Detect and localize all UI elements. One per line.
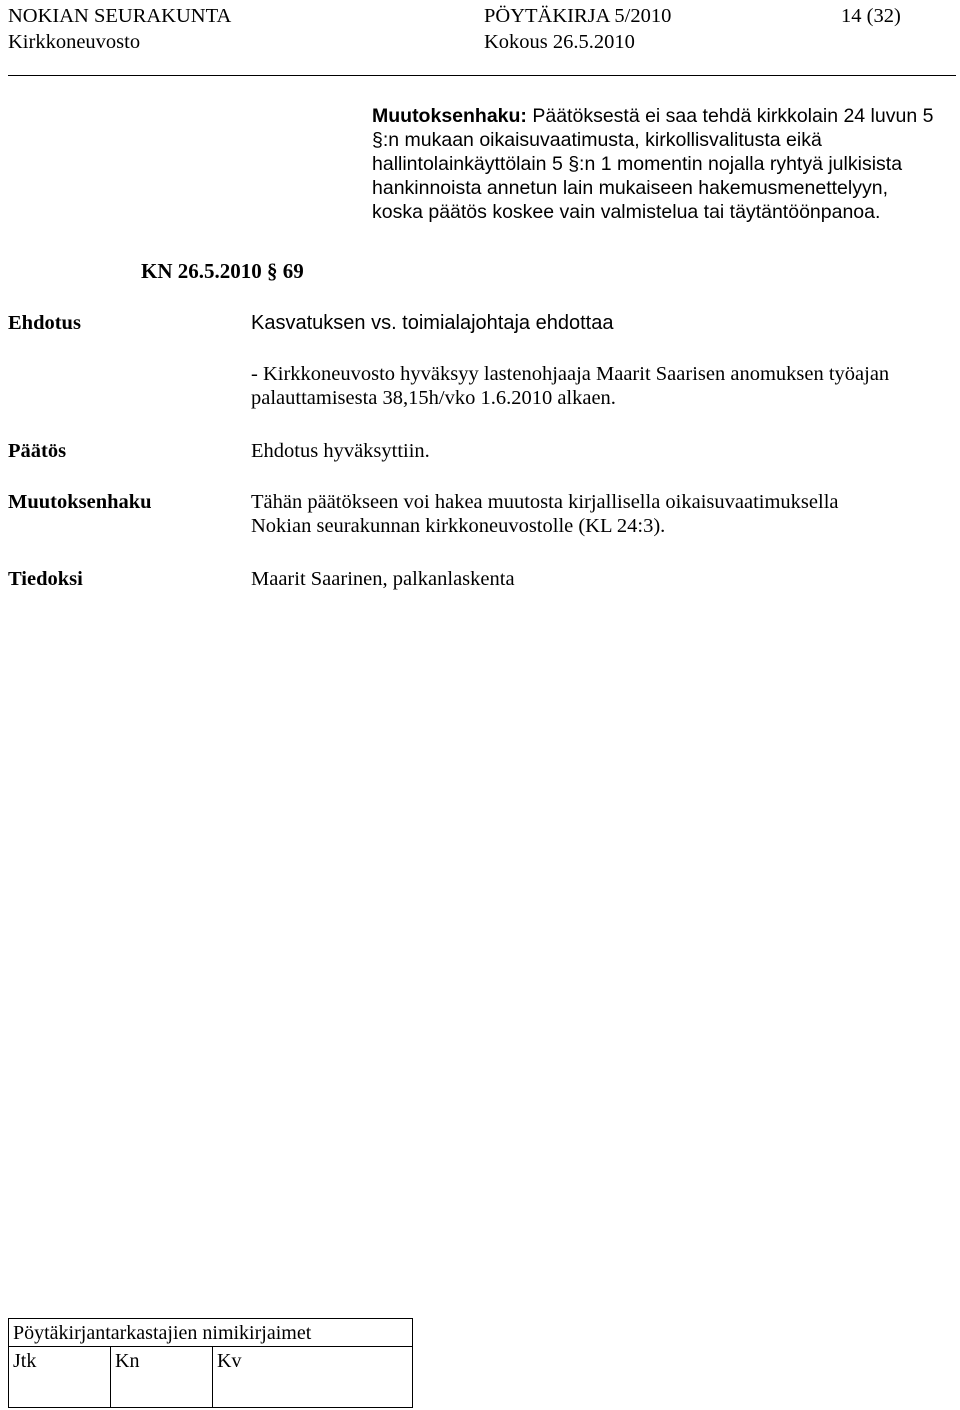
appeal-line-4: hankinnoista annetun lain mukaiseen hakemusmenettelyyn, <box>372 177 888 199</box>
section-number: KN 26.5.2010 § 69 <box>141 259 304 283</box>
appeal-line-1: Muutoksenhaku: Päätöksestä ei saa tehdä kirkkolain 24 luvun 5 <box>372 105 934 127</box>
ehdotus-line-1: - Kirkkoneuvosto hyväksyy lastenohjaaja Maarit Saarisen anomuksen työajan <box>251 363 890 385</box>
appeal-block <box>372 104 933 224</box>
signature-cell-jtk: Jtk <box>9 1347 111 1408</box>
paatos-label: Päätös <box>8 440 67 462</box>
paatos-text: Ehdotus hyväksyttiin. <box>251 440 430 462</box>
muutoksenhaku-label: Muutoksenhaku <box>8 491 152 513</box>
appeal-line-5: koska päätös koskee vain valmistelua tai täytäntöönpanoa. <box>372 201 881 223</box>
ehdotus-text <box>251 362 889 410</box>
ehdotus-line-2: palauttamisesta 38,15h/vko 1.6.2010 alkaen. <box>251 387 616 409</box>
signature-cell-kv: Kv <box>213 1347 413 1408</box>
header-page: 14 (32) <box>841 5 901 27</box>
signature-cell-kn: Kn <box>111 1347 213 1408</box>
header-meeting: Kokous 26.5.2010 <box>484 31 635 53</box>
tiedoksi-label: Tiedoksi <box>8 568 83 590</box>
header-doc: PÖYTÄKIRJA 5/2010 <box>484 5 672 27</box>
header-org: NOKIAN SEURAKUNTA <box>8 5 232 27</box>
ehdotus-label: Ehdotus <box>8 312 81 334</box>
tiedoksi-text: Maarit Saarinen, palkanlaskenta <box>251 568 515 590</box>
header-body: Kirkkoneuvosto <box>8 31 141 53</box>
muutoksenhaku-text <box>251 490 838 538</box>
muutoksenhaku-line-1: Tähän päätökseen voi hakea muutosta kirjallisella oikaisuvaatimuksella <box>251 491 839 513</box>
signature-table <box>8 1318 413 1408</box>
muutoksenhaku-line-2: Nokian seurakunnan kirkkoneuvostolle (KL 24:3). <box>251 515 666 537</box>
header-rule <box>8 75 956 76</box>
signature-title: Pöytäkirjantarkastajien nimikirjaimet <box>9 1319 413 1347</box>
appeal-line-2: §:n mukaan oikaisuvaatimusta, kirkollisvalitusta eikä <box>372 129 822 151</box>
appeal-line-3: hallintolainkäyttölain 5 §:n 1 momentin nojalla ryhtyä julkisista <box>372 153 903 175</box>
appeal-label: Muutoksenhaku: <box>372 105 527 127</box>
ehdotus-proposer: Kasvatuksen vs. toimialajohtaja ehdottaa <box>251 312 614 334</box>
